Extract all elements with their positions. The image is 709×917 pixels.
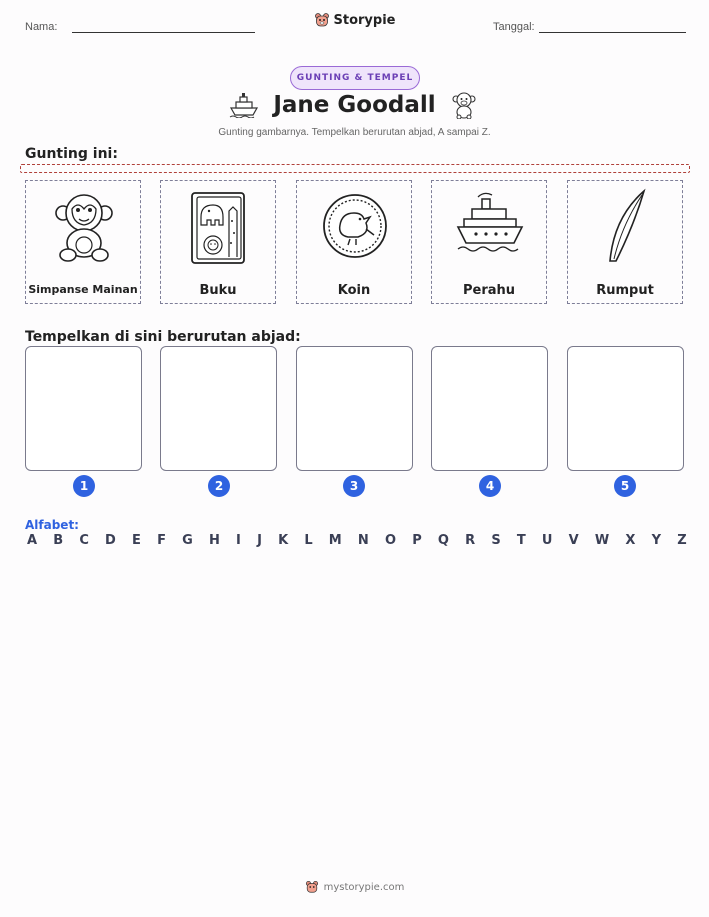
paste-slot-4[interactable]: [431, 346, 548, 471]
alphabet-letter: A: [27, 533, 38, 548]
alphabet-letter: I: [236, 533, 241, 548]
storypie-footer-logo-icon: [305, 880, 319, 894]
card-label: Rumput: [596, 283, 654, 298]
alphabet-letter: D: [105, 533, 116, 548]
date-line[interactable]: [539, 32, 686, 33]
paste-slot-1[interactable]: [25, 346, 142, 471]
alphabet-letter: R: [465, 533, 476, 548]
title-monkey-icon: [452, 92, 476, 119]
brand: [0, 12, 709, 32]
book-icon: [189, 191, 249, 265]
page-title: Jane Goodall: [273, 92, 436, 118]
alphabet-letter: J: [257, 533, 262, 548]
alphabet-letter: B: [53, 533, 64, 548]
alphabet-letter: F: [157, 533, 166, 548]
cut-card-toy-monkey[interactable]: [25, 180, 141, 304]
slot-number: 3: [343, 475, 365, 497]
cut-card-book[interactable]: [160, 180, 276, 304]
alphabet-letter: U: [541, 533, 553, 548]
alphabet-letter: P: [412, 533, 422, 548]
activity-badge: GUNTING & TEMPEL: [290, 66, 420, 90]
coin-icon: [322, 193, 388, 259]
alphabet-letter: G: [182, 533, 193, 548]
card-label: Simpanse Mainan: [28, 283, 138, 296]
slot-number: 5: [614, 475, 636, 497]
alphabet-letter: Y: [651, 533, 662, 548]
alphabet-letter: O: [384, 533, 397, 548]
footer-url[interactable]: mystorypie.com: [323, 881, 405, 893]
instructions: Gunting gambarnya. Tempelkan berurutan abjad, A sampai Z.: [218, 127, 491, 138]
alphabet-letter: L: [304, 533, 313, 548]
paste-slot-3[interactable]: [296, 346, 413, 471]
cut-card-grass[interactable]: [567, 180, 683, 304]
paste-slot-5[interactable]: [567, 346, 684, 471]
alphabet-letter: N: [357, 533, 369, 548]
alphabet-letters: [27, 533, 687, 548]
boat-icon: [456, 191, 524, 257]
cut-heading: Gunting ini:: [25, 146, 118, 162]
name-label: Nama:: [25, 21, 58, 33]
alphabet-letter: X: [625, 533, 636, 548]
alphabet-letter: T: [516, 533, 526, 548]
alphabet-letter: C: [79, 533, 89, 548]
slot-number: 2: [208, 475, 230, 497]
cut-card-boat[interactable]: [431, 180, 547, 304]
storypie-logo-icon: [314, 12, 330, 28]
alphabet-heading: Alfabet:: [25, 518, 79, 532]
alphabet-letter: W: [594, 533, 610, 548]
alphabet-letter: K: [278, 533, 289, 548]
alphabet-letter: S: [491, 533, 501, 548]
brand-name: Storypie: [333, 12, 396, 28]
alphabet-letter: M: [328, 533, 342, 548]
slot-number: 1: [73, 475, 95, 497]
alphabet-letter: Z: [677, 533, 687, 548]
footer: [0, 880, 709, 897]
card-label: Buku: [199, 283, 237, 298]
slot-number: 4: [479, 475, 501, 497]
alphabet-letter: Q: [437, 533, 449, 548]
card-label: Koin: [337, 283, 371, 298]
grass-icon: [602, 187, 652, 263]
card-label: Perahu: [462, 283, 516, 298]
date-label: Tanggal:: [493, 21, 535, 33]
cut-card-coin[interactable]: [296, 180, 412, 304]
toy-monkey-icon: [54, 191, 114, 263]
paste-slot-2[interactable]: [160, 346, 277, 471]
name-line[interactable]: [72, 32, 255, 33]
alphabet-letter: E: [132, 533, 141, 548]
paste-heading: Tempelkan di sini berurutan abjad:: [25, 329, 301, 345]
cut-line: [20, 164, 690, 173]
alphabet-letter: V: [568, 533, 579, 548]
alphabet-letter: H: [208, 533, 220, 548]
